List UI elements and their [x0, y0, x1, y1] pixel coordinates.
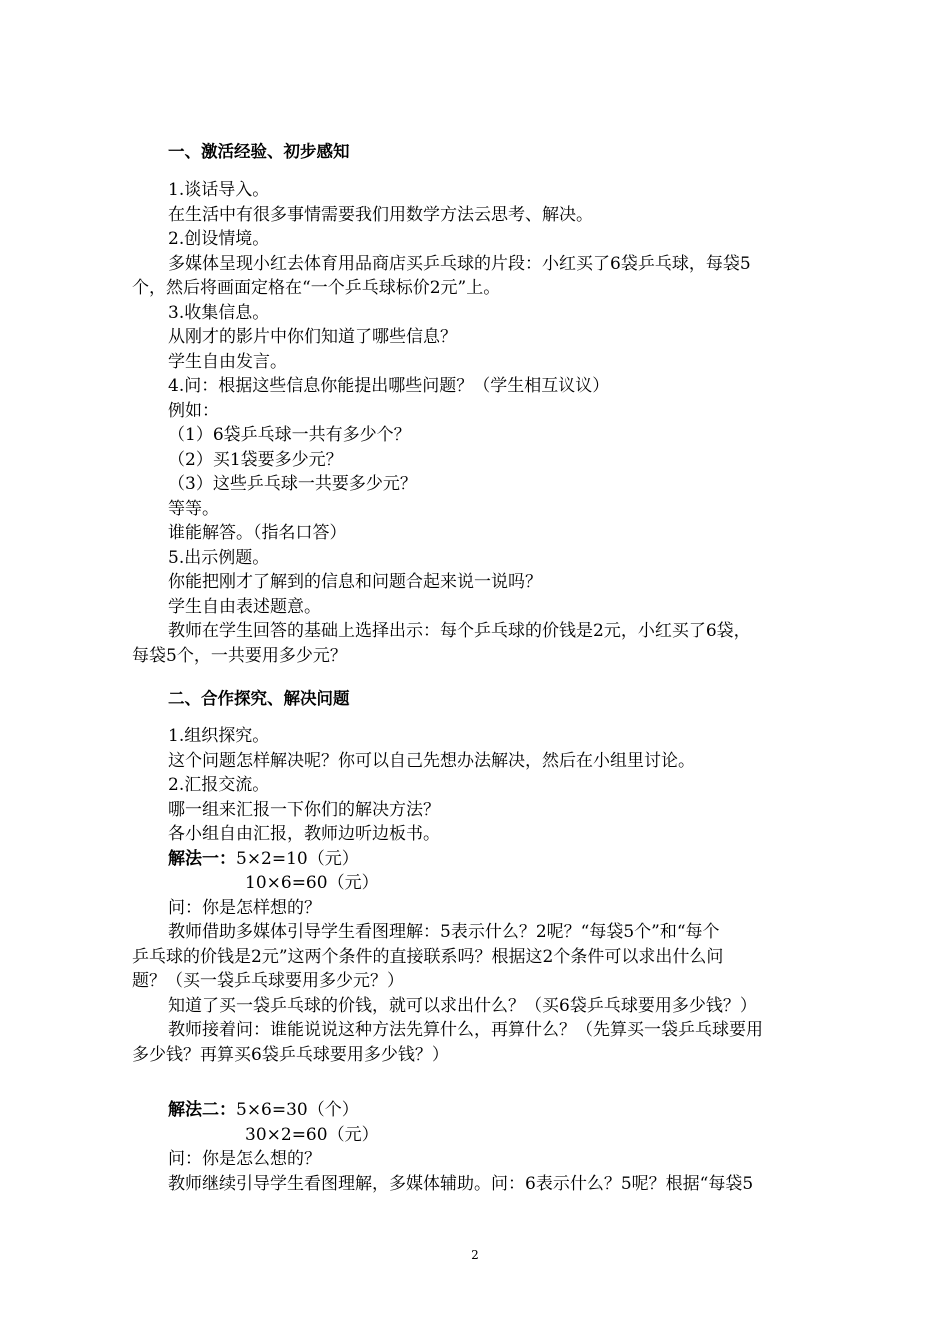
- paragraph-line: （3）这些乒乓球一共要多少元？: [168, 474, 417, 494]
- page-number: 2: [471, 1248, 479, 1262]
- paragraph-line: 等等。: [168, 498, 219, 519]
- paragraph-line: 教师在学生回答的基础上选择出示：每个乒乓球的价钱是2元，小红买了6袋，: [168, 621, 751, 641]
- paragraph-line: 学生自由表述题意。: [168, 596, 321, 617]
- paragraph-line: 5.出示例题。: [168, 547, 270, 568]
- paragraph-line: 1.谈话导入。: [168, 180, 270, 200]
- paragraph-line: 教师接着问：谁能说说这种方法先算什么，再算什么？（先算买一袋乒乓球要用: [168, 1020, 763, 1040]
- section1-body: [132, 178, 832, 668]
- method1-line: [132, 847, 832, 872]
- paragraph-line: 题？（买一袋乒乓球要用多少元？）: [132, 971, 404, 991]
- paragraph-line: 2.创设情境。: [168, 229, 270, 249]
- paragraph-line: 各小组自由汇报，教师边听边板书。: [168, 824, 440, 844]
- paragraph-line: 教师继续引导学生看图理解，多媒体辅助。问：6表示什么？5呢？根据“每袋5: [168, 1173, 754, 1194]
- paragraph-line: 多少钱？再算买6袋乒乓球要用多少钱？）: [132, 1044, 449, 1065]
- paragraph-line: 你能把刚才了解到的信息和问题合起来说一说吗？: [168, 572, 542, 592]
- section2-block: [132, 687, 832, 712]
- section2-method2: [132, 1098, 832, 1196]
- equation: 30×2=60（元）: [245, 1124, 379, 1145]
- section-heading: 二、合作探究、解决问题: [168, 689, 350, 708]
- paragraph-line: 乒乓球的价钱是2元”这两个条件的直接联系吗？根据这2个条件可以求出什么问: [132, 946, 724, 967]
- paragraph-line: 个，然后将画面定格在“一个乒乓球标价2元”上。: [132, 278, 501, 298]
- paragraph-line: 问：你是怎么想的？: [168, 1149, 321, 1169]
- paragraph-line: （2）买1袋要多少元？: [168, 449, 343, 470]
- section1-block: [132, 140, 832, 165]
- paragraph-line: 学生自由发言。: [168, 351, 287, 372]
- paragraph-line: 4.问：根据这些信息你能提出哪些问题？（学生相互议议）: [168, 376, 610, 396]
- paragraph-line: 从刚才的影片中你们知道了哪些信息？: [168, 327, 457, 347]
- paragraph-line: 多媒体呈现小红去体育用品商店买乒乓球的片段：小红买了6袋乒乓球，每袋5: [168, 253, 751, 274]
- equation: 5×6=30（个）: [236, 1100, 359, 1120]
- paragraph-line: 教师借助多媒体引导学生看图理解：5表示什么？2呢？“每袋5个”和“每个: [168, 922, 720, 942]
- paragraph-line: 问：你是怎样想的？: [168, 897, 321, 918]
- paragraph-line: 例如：: [168, 400, 219, 421]
- section-heading: 一、激活经验、初步感知: [168, 142, 350, 161]
- section2-body: [132, 724, 832, 1067]
- paragraph-line: 这个问题怎样解决呢？你可以自己先想办法解决，然后在小组里讨论。: [168, 750, 695, 771]
- paragraph-line: 1.组织探究。: [168, 726, 270, 746]
- paragraph-line: 在生活中有很多事情需要我们用数学方法云思考、解决。: [168, 204, 593, 225]
- method2-label: 解法二：: [168, 1100, 236, 1120]
- paragraph-line: 谁能解答。（指名口答）: [168, 523, 347, 543]
- paragraph-line: 2.汇报交流。: [168, 775, 270, 795]
- equation: 10×6=60（元）: [245, 873, 379, 893]
- paragraph-line: 每袋5个，一共要用多少元？: [132, 645, 347, 666]
- method2-line: [132, 1098, 832, 1123]
- paragraph-line: 3.收集信息。: [168, 302, 270, 323]
- method1-label: 解法一：: [168, 848, 236, 869]
- paragraph-line: 知道了买一袋乒乓球的价钱，就可以求出什么？（买6袋乒乓球要用多少钱？）: [168, 995, 757, 1016]
- equation: 5×2=10（元）: [236, 848, 359, 869]
- paragraph-line: 哪一组来汇报一下你们的解决方法？: [168, 799, 440, 820]
- paragraph-line: （1）6袋乒乓球一共有多少个？: [168, 425, 411, 445]
